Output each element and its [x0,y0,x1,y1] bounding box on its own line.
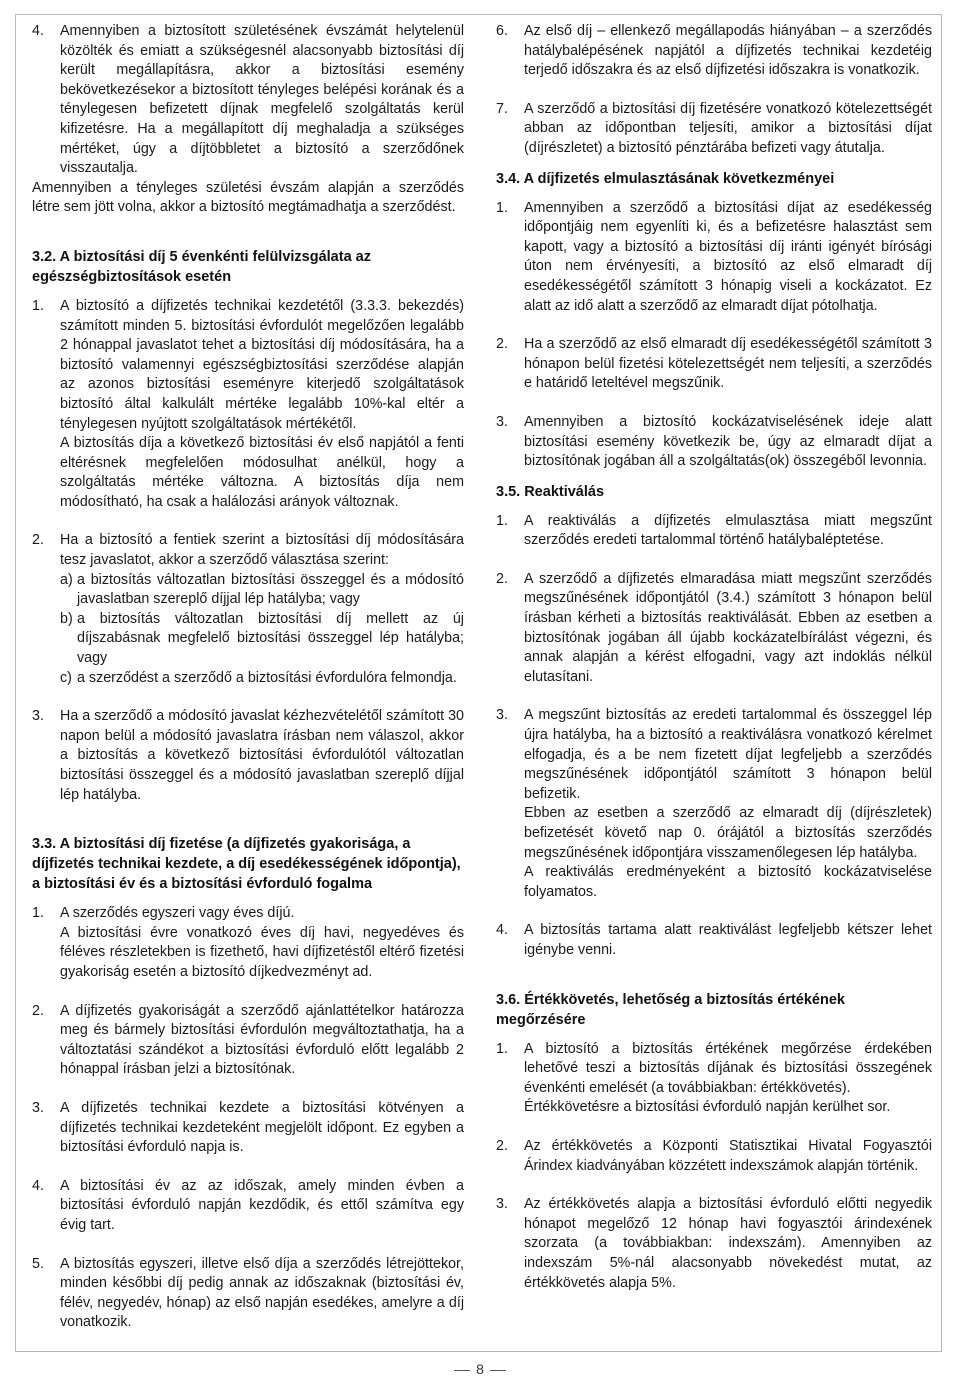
clause-3-6-2 [496,1137,932,1176]
clause-3-3-5 [32,1255,464,1333]
clause-3-2-1 [32,297,464,513]
section-heading-3-4: 3.4. A díjfizetés elmulasztásának következményei [496,170,835,187]
left-column [32,22,464,1333]
clause-text: A biztosító a díjfizetés technikai kezdetétől (3.3.3. bekezdés) számított minden 5. biztosítási évfordulót megelőzően legalább 2 hónappal javaslatot tehet a biztosítási díj módosítására, ha a biztosító valamennyi egészségbiztosítási szerződése alapján az azonos biztosítási eseményre kiterjedő szolgáltatások biztosító által kalkulált mértéke legalább 10%-kal eltér a ténylegesen nyújtott szolgáltatások mértékétől. [60,297,464,432]
clause-3-5-2 [496,570,932,688]
clause-text: A szerződés egyszeri vagy éves díjú. [60,905,295,922]
clause-3-2-2 [32,531,464,688]
clause-3-6-1 [496,1040,932,1118]
clause-3-2-3 [32,707,464,805]
clause-number: 2. [496,1137,508,1154]
section-heading-3-3: 3.3. A biztosítási díj fizetése (a díjfizetés gyakorisága, a díjfizetés technikai kezdete, a díj esedékességének időpontja), a biztosítási év és a biztosítási évforduló fogalma [32,836,461,893]
clause-3-3-7 [496,100,932,159]
sub-option-text: a biztosítás változatlan biztosítási díj mellett az új díjszabásnak megfelelő biztosítási összeggel lép hatályba; vagy [77,610,464,667]
clause-text: Ha a biztosító a fentiek szerint a biztosítási díj módosítására tesz javaslatot, akkor a szerződő választása szerint: [60,532,464,569]
clause-text: A reaktiválás a díjfizetés elmulasztása miatt megszűnt szerződés eredeti tartalommal történő hatálybaléptetése. [524,512,932,549]
clause-text: Az értékkövetés a Központi Statisztikai Hivatal Fogyasztói Árindex kiadványában közzétett indexszámok alapján történik. [524,1137,932,1174]
clause-number: 4. [32,23,44,39]
clause-3-3-3 [32,1099,464,1158]
clause-number: 1. [32,905,44,922]
clause-number: 3. [496,1196,508,1213]
clause-number: 1. [496,199,508,216]
section-heading-3-6: 3.6. Értékkövetés, lehetőség a biztosítás értékének megőrzésére [496,991,845,1028]
footer-dash-right [490,1370,506,1371]
sub-option-letter: b) [60,610,73,627]
clause-3-3-2 [32,1002,464,1080]
clause-text: Értékkövetésre a biztosítási évforduló napján kerülhet sor. [524,1099,891,1116]
clause-number: 2. [496,570,508,587]
clause-3-3-4 [32,1177,464,1236]
clause-text: Az értékkövetés alapja a biztosítási évforduló előtti negyedik hónapot megelőző 12 hónap havi fogyasztói árindexének szorzata (a továbbiakban: indexszám). Amennyiben az indexszám 5%-nál alacsonyabb növekedést mutat, az értékkövetés alapja 5%. [524,1196,932,1291]
clause-3-4-3 [496,413,932,472]
clause-number: 6. [496,23,508,39]
clause-number: 4. [496,922,508,939]
footer-dash-left [454,1370,470,1371]
clause-text: Amennyiben a biztosító kockázatviselésének ideje alatt biztosítási esemény következik be, úgy az elmaradt díjat a biztosítónak jogában áll a szolgáltatás(ok) összegéből levonnia. [524,413,932,470]
clause-3-1-4 [32,22,464,179]
section-heading-3-5: 3.5. Reaktiválás [496,483,605,500]
clause-text: A biztosítás díja a következő biztosítási év első napjától a fenti eltérésnek megfelelően módosulhat anélkül, hogy a szolgáltatás mértéke változna. A biztosítás díja nem módosítható, ha csak a halálozási arányok változnak. [60,435,464,510]
clause-3-3-6 [496,22,932,81]
sub-option-letter: c) [60,669,72,686]
clause-text: A reaktiválás eredményeként a biztosító kockázatviselése folyamatos. [524,864,932,900]
clause-text: Amennyiben a tényleges születési évszám alapján a szerződés létre sem jött volna, akkor a biztosító megtámadhatja a szerződést. [32,179,464,216]
sub-option-a [60,571,464,610]
clause-text: Ha a szerződő az első elmaradt díj esedékességétől számított 3 hónapon belül fizetési kötelezettségét nem teljesíti, a szerződés e határidő leteltével megszűnik. [524,336,932,392]
clause-3-4-2 [496,335,932,394]
clause-number: 3. [32,1099,44,1116]
sub-option-b [60,610,464,669]
sub-option-text: a biztosítás változatlan biztosítási összeggel és a módosító javaslatban szereplő díjjal lép hatályba; vagy [77,571,464,608]
clause-text: A díjfizetés technikai kezdete a biztosítási kötvényen a díjfizetés technikai kezdeteként megjelölt időpont. Ez egyben a biztosítási évforduló napja is. [60,1099,464,1156]
clause-3-5-3 [496,706,932,902]
section-heading-3-2: 3.2. A biztosítási díj 5 évenkénti felülvizsgálata az egészségbiztosítások esetén [32,248,371,285]
clause-text: A biztosítási év az az időszak, amely minden évben a biztosítási évforduló napján kezdődik, és ettől számítva egy évig tart. [60,1177,464,1233]
clause-text: A megszűnt biztosítás az eredeti tartalommal és összeggel lép újra hatályba, ha a biztosító a reaktiválásra vonatkozó kérelmet elfogadja, és a be nem fizetett díjat legfeljebb a szerződés megszűnésének időpontjától számított 3 hónapon belül befizetik. [524,707,932,802]
sub-option-c [60,669,464,689]
page-number: 8 [476,1361,484,1377]
clause-text: A biztosítás egyszeri, illetve első díja a szerződés létrejöttekor, minden későbbi díj pedig annak az időszaknak (biztosítási év, félév, negyedév, hónap) az első napján esedékes, amelyre a díj vonatkozik. [60,1255,464,1331]
clause-text: A szerződő a biztosítási díj fizetésére vonatkozó kötelezettségét abban az időpontban teljesíti, amikor a biztosítási díjat (díjrészletet) a biztosító pénztárába befizeti vagy átutalja. [524,100,932,156]
page-footer [0,1361,960,1377]
clause-text: Amennyiben a szerződő a biztosítási díjat az esedékesség időpontjáig nem egyenlíti ki, és a befizetésre halasztást sem kapott, vagy a biztosító a biztosítási díj iránti igényét bírósági úton nem érvényesíti, a biztosító az első elmaradt díj esedékességétől számított 3 hónapig viseli a kockázatot. Ez alatt az idő alatt a szerződő az elmaradt díjat pótolhatja. [524,199,932,314]
clause-number: 1. [496,512,508,529]
clause-3-3-1 [32,904,464,982]
clause-3-5-1 [496,512,932,551]
clause-3-5-4 [496,921,932,960]
clause-text: Az első díj – ellenkező megállapodás hiányában – a szerződés hatálybalépésének napjától a díjfizetés technikai kezdetéig terjedő időszakra és az első díjfizetési időszakra is vonatkozik. [524,23,932,79]
clause-number: 4. [32,1177,44,1194]
clause-number: 3. [496,413,508,430]
clause-text: Amennyiben a biztosított születésének évszámát helytelenül közölték és emiatt a szükségesnél alacsonyabb biztosítási díj került megállapításra, akkor a biztosítási esemény bekövetkezésekor a biztosított tényleges belépési korának és a ténylegesen befizetett díjnak megfelelő szolgáltatás kerül kifizetésre. Ha a megállapított díj meghaladja a szükséges mértéket, úgy a díjtöbbletet a biztosító a szerződőnek visszautalja. [60,23,464,177]
clause-text: A díjfizetés gyakoriságát a szerződő ajánlattételkor határozza meg és bármely biztosítási évfordulón megváltoztathatja, ha a változtatási szándékot a biztosítási évforduló előtt legalább 2 hónappal írásban jelzi a biztosítónak. [60,1002,464,1078]
sub-option-letter: a) [60,571,73,588]
clause-text: A biztosítási évre vonatkozó éves díj havi, negyedéves és féléves részletekben is fizethető, havi díjfizetéstől eltérő fizetési gyakoriság esetén a biztosító díjkedvezményt ad. [60,924,464,980]
sub-option-text: a szerződést a szerződő a biztosítási évfordulóra felmondja. [77,669,457,686]
clause-number: 7. [496,100,508,117]
clause-number: 3. [32,708,44,725]
clause-3-4-1 [496,199,932,317]
clause-number: 2. [32,1002,44,1019]
clause-text: A biztosítás tartama alatt reaktiválást legfeljebb kétszer lehet igénybe venni. [524,922,932,958]
clause-text: A biztosító a biztosítás értékének megőrzése érdekében lehetővé teszi a biztosítás díjának és biztosítási összegének évenkénti emelését (a továbbiakban: értékkövetés). [524,1040,932,1096]
clause-number: 2. [32,532,44,549]
clause-text: Ebben az esetben a szerződő az elmaradt díj (díjrészletek) befizetését követő nap 0. órájától a biztosítás szerződés megszűnésének időpontjára visszamenőlegesen lép hatályba. [524,805,932,861]
clause-text: Ha a szerződő a módosító javaslat kézhezvételétől számított 30 napon belül a módosító javaslatra írásban nem válaszol, akkor a biztosítás a következő biztosítási évfordulótól változatlan biztosítási összeggel és a módosító javaslatban szereplő díjjal lép hatályba. [60,708,464,803]
clause-text: A szerződő a díjfizetés elmaradása miatt megszűnt szerződés megszűnésének időpontjától (3.4.) számított 3 hónapon belül írásban kérheti a biztosítás reaktiválását. Ebben az esetben a biztosítónak jogában áll újabb kockázatelbírálást végezni, és annak alapján a kérést elfogadni, vagy azt indoklás nélkül elutasítani. [524,570,932,685]
clause-number: 1. [496,1040,508,1057]
right-column [496,22,932,1293]
clause-number: 3. [496,707,508,724]
clause-number: 2. [496,336,508,353]
clause-3-6-3 [496,1195,932,1293]
clause-number: 1. [32,297,44,314]
clause-number: 5. [32,1255,44,1272]
